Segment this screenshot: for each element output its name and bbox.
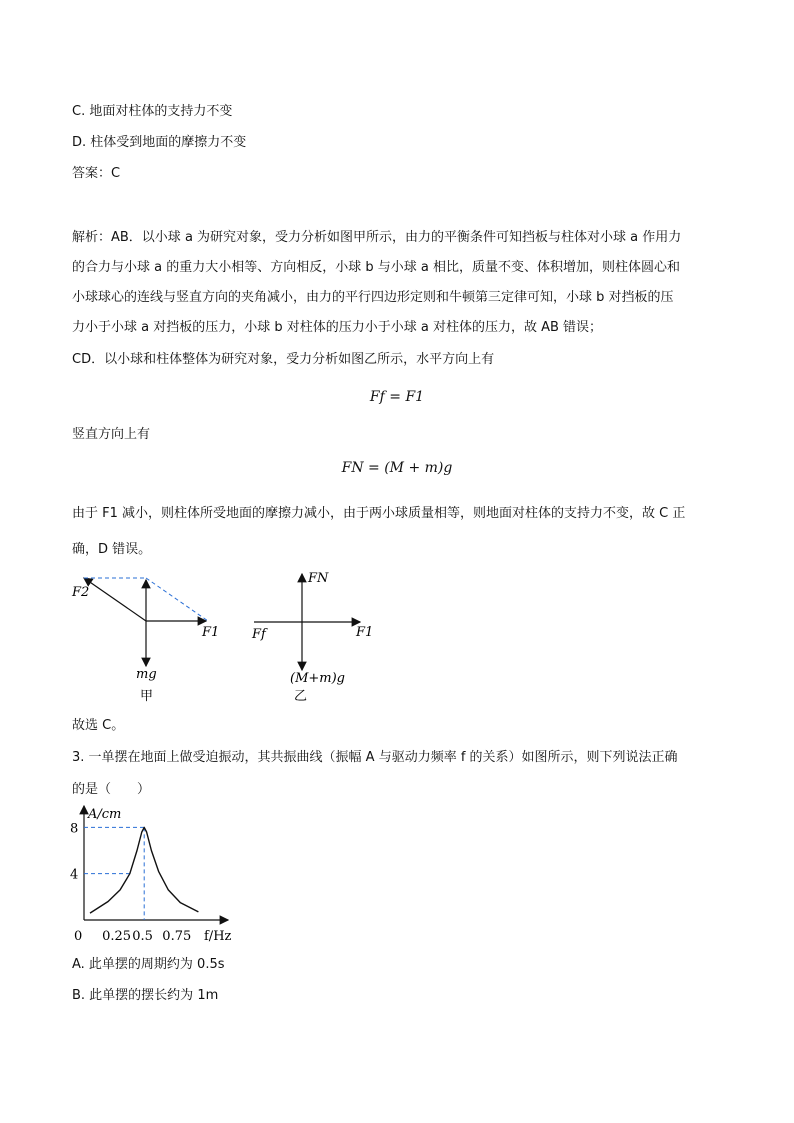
analysis-line-3: 小球球心的连线与竖直方向的夹角减小，由力的平行四边形定则和牛顿第三定律可知，小球 b 对挡板的压 (72, 290, 674, 305)
option-a: A. 此单摆的周期约为 0.5s (72, 957, 225, 972)
x-tick-label: 0.25 (102, 929, 132, 944)
equation-friction: Ff = F1 (369, 389, 425, 405)
x-axis-label: f/Hz (204, 929, 232, 944)
label-ff: Ff (252, 627, 266, 642)
analysis-line-1: 解析：AB．以小球 a 为研究对象，受力分析如图甲所示，由力的平衡条件可知挡板与柱体对小球 a 作用力 (72, 230, 682, 245)
option-b: B. 此单摆的摆长约为 1m (72, 988, 219, 1003)
analysis-line-8: 确，D 错误。 (72, 542, 152, 557)
analysis-line-7: 由于 F1 减小，则柱体所受地面的摩擦力减小，由于两小球质量相等，则地面对柱体的支持力不变，故 C 正 (72, 506, 686, 521)
resonance-chart (66, 800, 246, 950)
analysis-line-4: 力小于小球 a 对挡板的压力，小球 b 对柱体的压力小于小球 a 对柱体的压力，故 AB 错误； (72, 320, 603, 335)
question-3-line-1: 3. 一单摆在地面上做受迫振动，其共振曲线（振幅 A 与驱动力频率 f 的关系）如图所示，则下列说法正确 (72, 750, 678, 765)
x-tick-label: 0.5 (132, 929, 153, 944)
label-total-weight: (M+m)g (290, 671, 345, 686)
figure-jia (66, 568, 236, 708)
label-f2: F2 (72, 585, 90, 600)
y-tick-label: 8 (70, 821, 79, 837)
answer: 答案：C (72, 166, 121, 181)
option-c: C. 地面对柱体的支持力不变 (72, 104, 233, 119)
y-tick-label: 4 (70, 867, 79, 883)
label-mg: mg (136, 667, 157, 682)
caption-yi: 乙 (294, 689, 308, 704)
analysis-line-6: 竖直方向上有 (72, 427, 151, 442)
equation-normal: FN = (M + m)g (341, 460, 453, 476)
question-3-line-2: 的是（ ） (72, 782, 151, 797)
label-fn: FN (308, 571, 329, 586)
caption-jia: 甲 (140, 689, 154, 704)
y-axis-label: A/cm (88, 807, 122, 822)
x-tick-label: 0.75 (162, 929, 192, 944)
label-f1: F1 (202, 625, 220, 640)
analysis-line-5: CD．以小球和柱体整体为研究对象，受力分析如图乙所示，水平方向上有 (72, 352, 495, 367)
analysis-line-2: 的合力与小球 a 的重力大小相等、方向相反，小球 b 与小球 a 相比，质量不变、体积增加，则柱体圆心和 (72, 260, 680, 275)
figure-yi (246, 566, 386, 706)
option-d: D. 柱体受到地面的摩擦力不变 (72, 135, 247, 150)
conclusion: 故选 C。 (72, 718, 125, 733)
label-f1-yi: F1 (356, 625, 374, 640)
x-tick-label: 0 (74, 929, 83, 944)
